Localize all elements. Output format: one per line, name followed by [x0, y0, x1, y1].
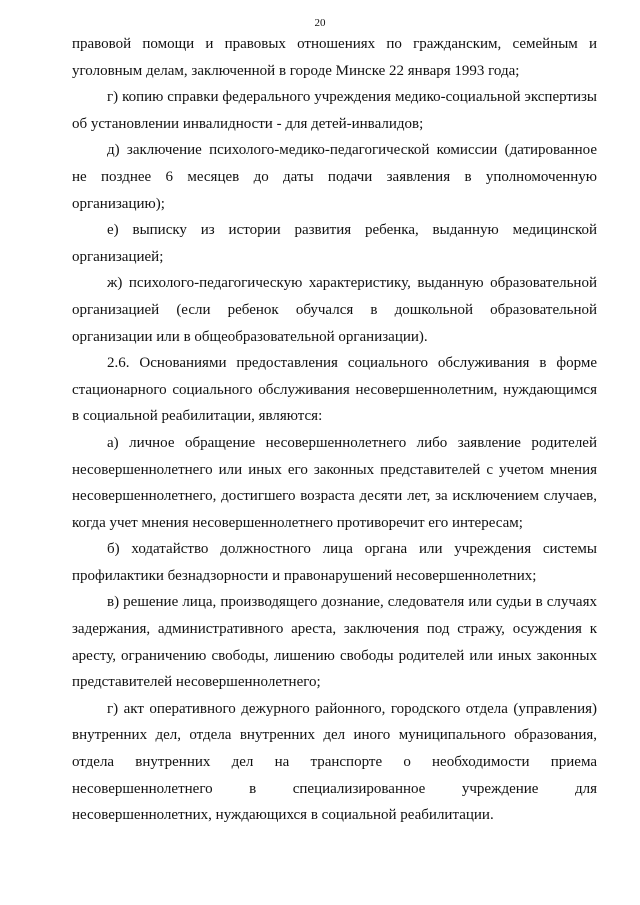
- paragraph-item-a-appeal: а) личное обращение несовершеннолетнего либо заявление родителей несовершеннолетнего или иных его законных представителей с учетом мнения несовершеннолетнего, достигшего возраста десяти лет, за исключением случаев, когда учет мнения несовершеннолетнего противоречит его интересам;: [72, 434, 597, 531]
- paragraph-section-2-6: 2.6. Основаниями предоставления социального обслуживания в форме стационарного социального обслуживания несовершеннолетним, нуждающимся в социальной реабилитации, являются:: [72, 355, 597, 425]
- paragraph-continuation: правовой помощи и правовых отношениях по гражданским, семейным и уголовным делам, заключенной в городе Минске 22 января 1993 года;: [72, 36, 597, 79]
- document-body: [72, 31, 597, 829]
- page-number: 20: [314, 17, 326, 29]
- paragraph-item-zh-characteristic: ж) психолого-педагогическую характеристику, выданную образовательной организацией (если ребенок обучался в дошкольной образовательной организации или в общеобразовательной организации).: [72, 275, 597, 345]
- paragraph-item-e-medical-extract: е) выписку из истории развития ребенка, выданную медицинской организацией;: [72, 222, 597, 265]
- paragraph-item-v-decision: в) решение лица, производящего дознание, следователя или судьи в случаях задержания, административного ареста, заключения под стражу, осуждения к аресту, ограничению свободы, лишению свободы родителей или иных законных представителей несовершеннолетнего;: [72, 594, 597, 691]
- paragraph-item-g-act: г) акт оперативного дежурного районного, городского отдела (управления) внутренних дел, отдела внутренних дел иного муниципального образования, отдела внутренних дел на транспорте о необходимости приема несовершеннолетнего в специализированное учреждение для несовершеннолетних, нуждающихся в социальной реабилитации.: [72, 700, 597, 824]
- paragraph-item-b-petition: б) ходатайство должностного лица органа или учреждения системы профилактики безнадзорности и правонарушений несовершеннолетних;: [72, 541, 597, 584]
- paragraph-item-d-commission: д) заключение психолого-медико-педагогической комиссии (датированное не позднее 6 месяцев до даты подачи заявления в уполномоченную организацию);: [72, 142, 597, 212]
- paragraph-item-g-disability: г) копию справки федерального учреждения медико-социальной экспертизы об установлении инвалидности - для детей-инвалидов;: [72, 89, 597, 132]
